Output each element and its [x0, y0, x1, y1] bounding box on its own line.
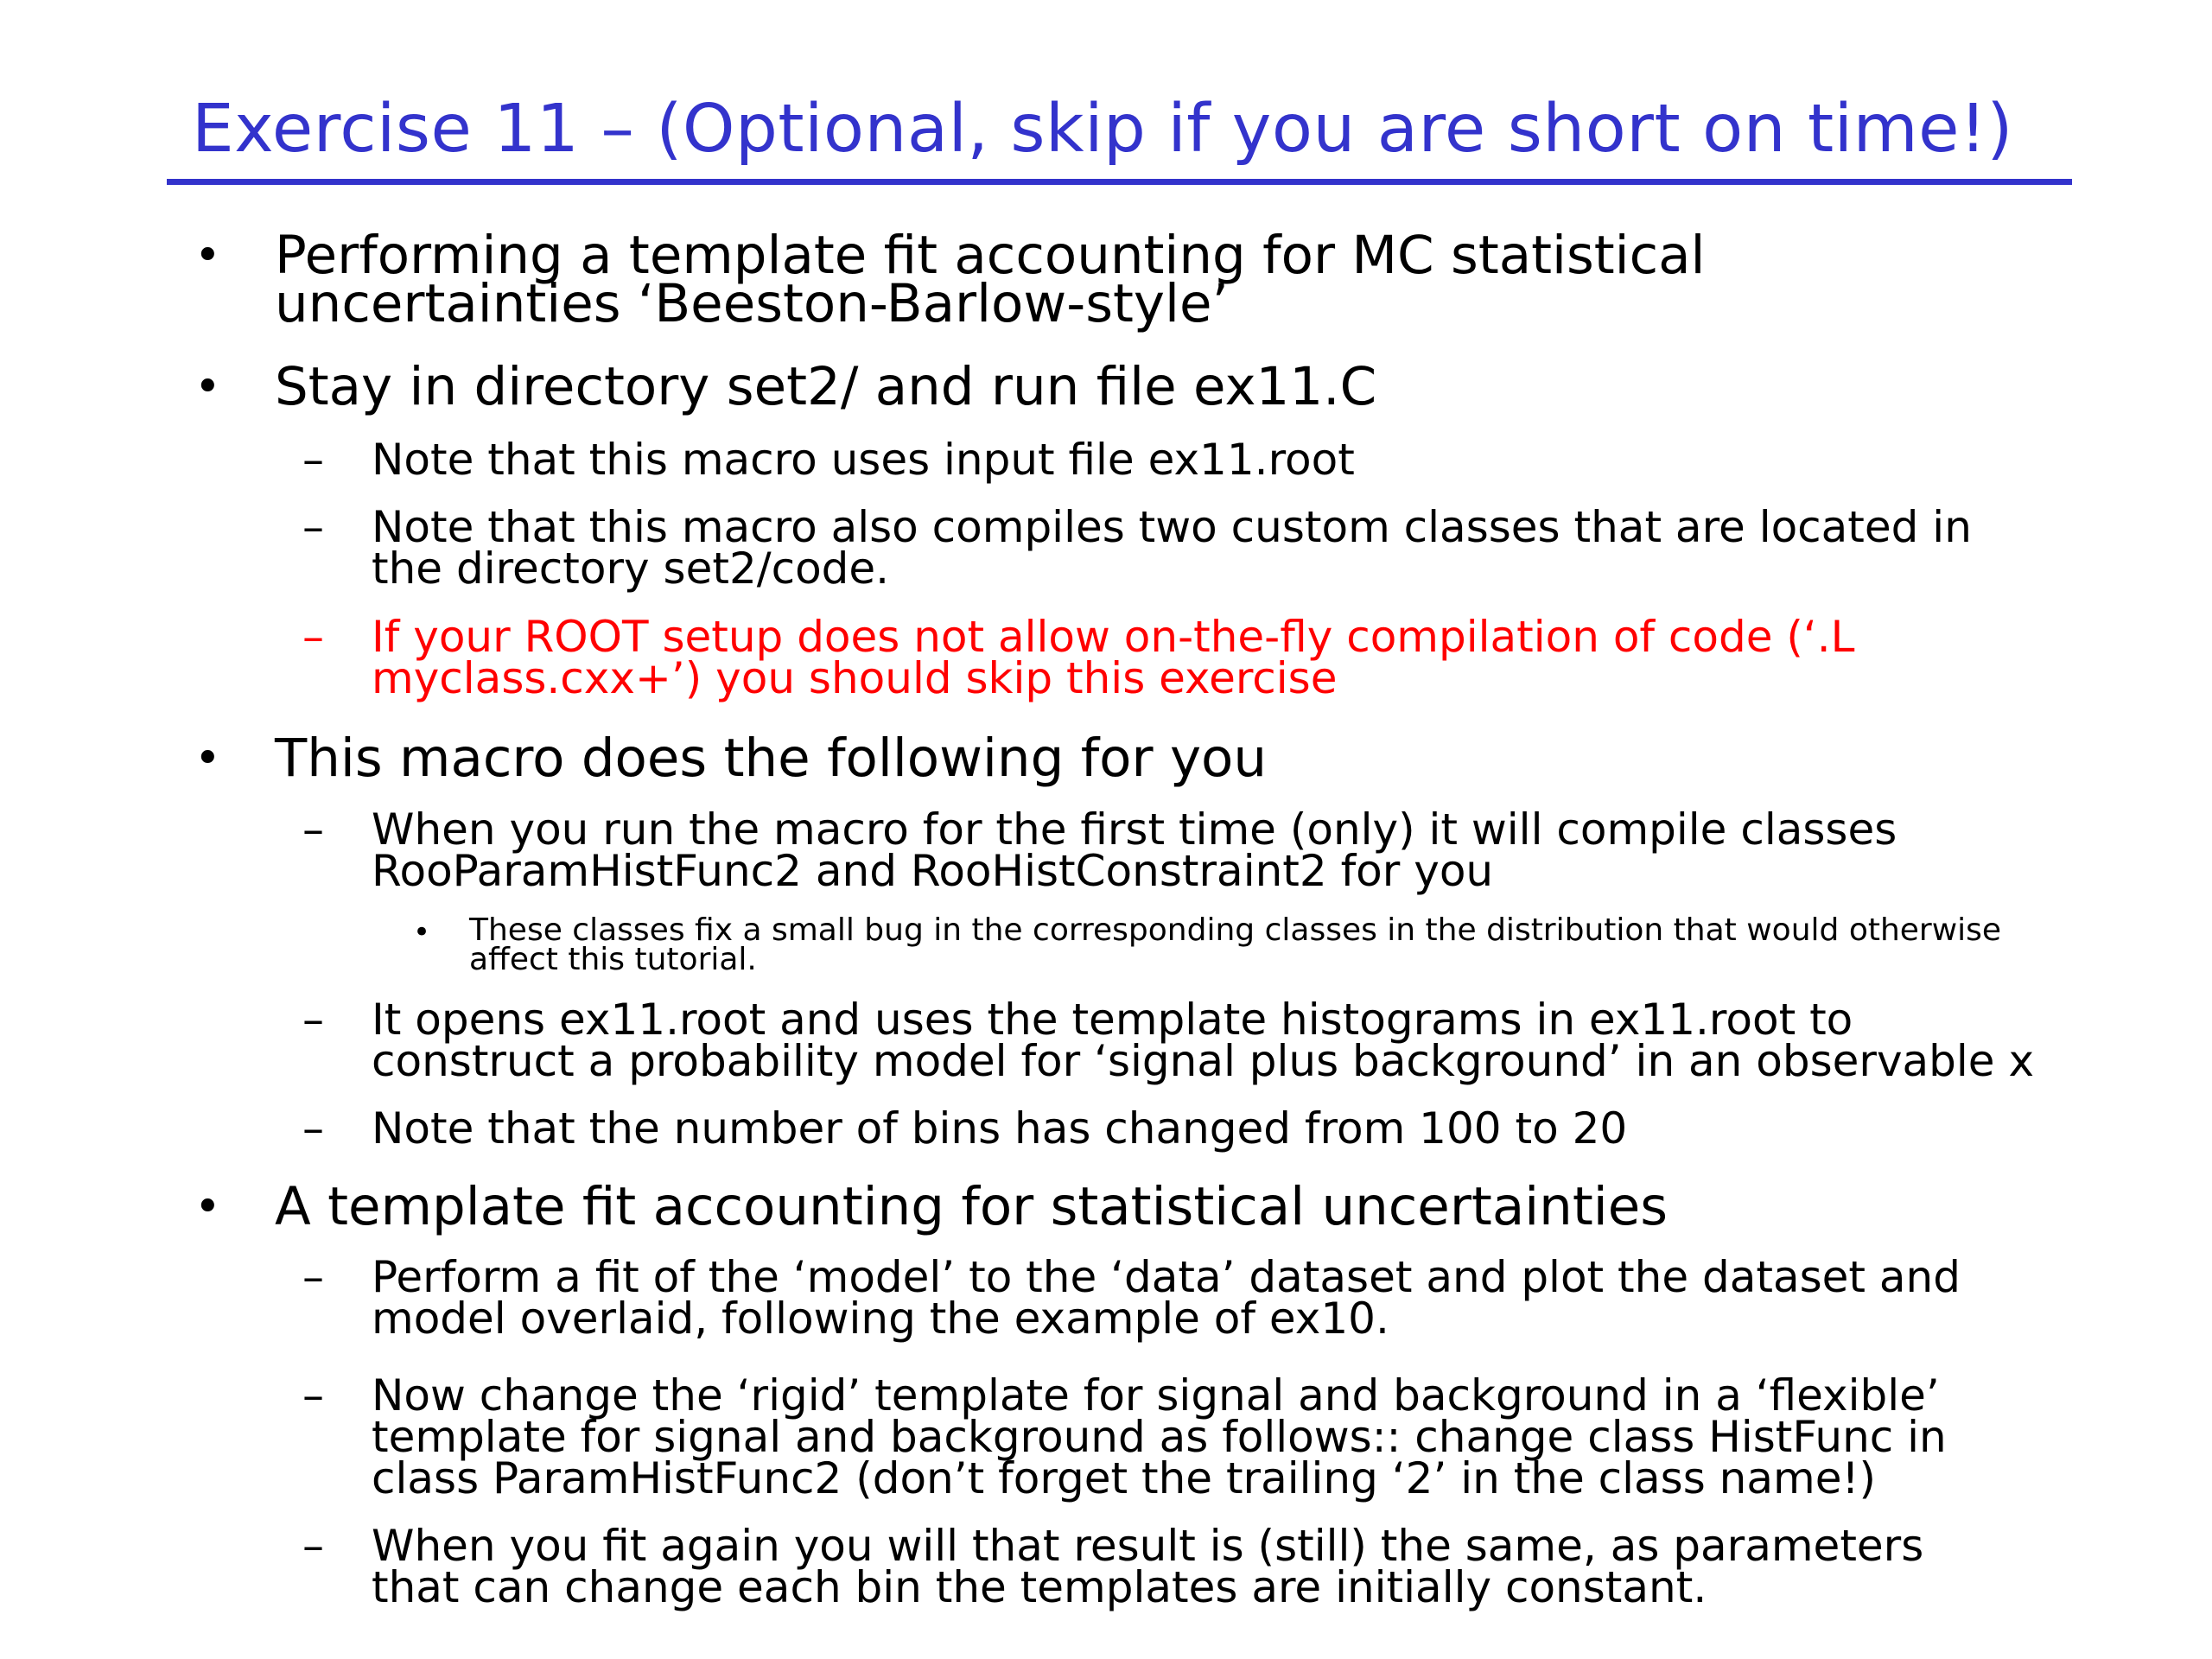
bullet-text-line: template for signal and background as follows:: change class HistFunc in [372, 1412, 1947, 1462]
bullet-text-line: myclass.cxx+’) you should skip this exercise [372, 653, 1338, 703]
bullet-text-line: class ParamHistFunc2 (don’t forget the trailing ‘2’ in the class name!) [372, 1453, 1877, 1503]
bullet-marker: • [194, 230, 221, 282]
bullet-marker: • [194, 361, 221, 413]
dash-marker: – [302, 804, 324, 855]
bullet-text-line: RooParamHistFunc2 and RooHistConstraint2 for you [372, 846, 1494, 896]
bullet-text-line: This macro does the following for you [275, 728, 1268, 789]
bullet-text-line: model overlaid, following the example of ex10. [372, 1294, 1389, 1344]
bullet-marker: • [413, 915, 431, 950]
bullet-text-line: These classes fix a small bug in the corresponding classes in the distribution that would otherwise [469, 912, 2002, 948]
bullet-text-line: uncertainties ‘Beeston-Barlow-style’ [275, 273, 1229, 334]
bullet-text-line: Perform a fit of the ‘model’ to the ‘data’ dataset and plot the dataset and [372, 1252, 1961, 1302]
dash-marker: – [302, 995, 324, 1045]
title-underline [167, 179, 2072, 185]
bullet-text-line: Note that this macro also compiles two custom classes that are located in [372, 502, 1972, 552]
bullet-text-line: It opens ex11.root and uses the template histograms in ex11.root to [372, 995, 1853, 1045]
bullet-text-line: Stay in directory set2/ and run file ex11.C [275, 356, 1377, 417]
bullet-text-line: Performing a template fit accounting for MC statistical [275, 225, 1706, 286]
bullet-text-line: When you fit again you will that result is (still) the same, as parameters [372, 1521, 1924, 1571]
bullet-text-line: the directory set2/code. [372, 543, 890, 594]
bullet-text-line: Note that this macro uses input file ex11.root [372, 435, 1355, 485]
slide-title: Exercise 11 – (Optional, skip if you are short on time!) [192, 91, 2013, 168]
bullet-text-line: Now change the ‘rigid’ template for signal and background in a ‘flexible’ [372, 1370, 1940, 1421]
bullet-marker: • [194, 1181, 221, 1233]
bullet-text-line: affect this tutorial. [469, 942, 757, 977]
dash-marker: – [302, 1103, 324, 1154]
dash-marker: – [302, 1521, 324, 1571]
dash-marker: – [302, 612, 324, 662]
bullet-text-line: When you run the macro for the first time (only) it will compile classes [372, 804, 1897, 855]
dash-marker: – [302, 435, 324, 485]
bullet-text-line: construct a probability model for ‘signal plus background’ in an observable x [372, 1036, 2035, 1086]
dash-marker: – [302, 1370, 324, 1421]
bullet-text-line: If your ROOT setup does not allow on-the-fly compilation of code (‘.L [372, 612, 1855, 662]
dash-marker: – [302, 1252, 324, 1302]
bullet-text-line: that can change each bin the templates are initially constant. [372, 1562, 1707, 1612]
bullet-text-line: A template fit accounting for statistical uncertainties [275, 1176, 1669, 1237]
dash-marker: – [302, 502, 324, 552]
bullet-marker: • [194, 733, 221, 785]
bullet-text-line: Note that the number of bins has changed from 100 to 20 [372, 1103, 1628, 1154]
